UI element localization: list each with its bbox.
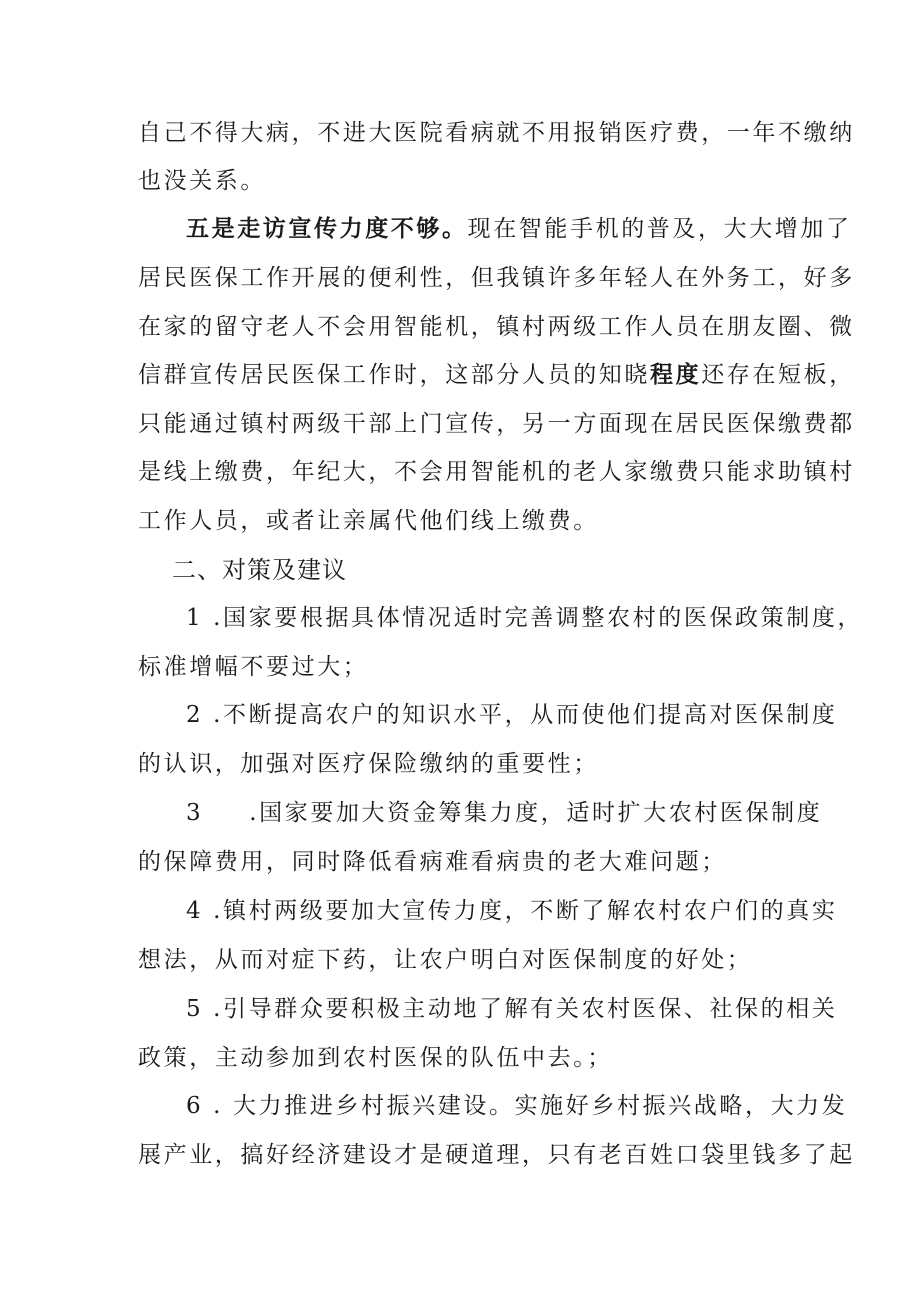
list-item-line: 4 .镇村两级要加大宣传力度，不断了解农村农户们的真实 — [186, 898, 838, 924]
list-item-text: .国家要加大资金筹集力度，适时扩大农村医保制度 — [249, 800, 823, 826]
paragraph-text: 现在智能手机的普及，大大增加了 — [467, 216, 852, 242]
list-item-number: 3 — [186, 800, 204, 826]
paragraph-line: 也没关系。 — [138, 168, 266, 194]
paragraph-text: 信群宣传居民医保工作时，这部分人员的知晓 — [138, 362, 650, 388]
list-item-line: 的保障费用，同时降低看病难看病贵的老大难问题； — [138, 849, 727, 875]
list-item-line: 5 .引导群众要积极主动地了解有关农村医保、社保的相关 — [186, 996, 838, 1022]
paragraph-line: 居民医保工作开展的便利性，但我镇许多年轻人在外务工，好多 — [138, 265, 855, 291]
paragraph-line: 是线上缴费，年纪大，不会用智能机的老人家缴费只能求助镇村 — [138, 459, 855, 485]
bold-lead-text: 五是走访宣传力度不够。 — [186, 215, 468, 242]
list-item-line: 的认识，加强对医疗保险缴纳的重要性； — [138, 751, 599, 777]
paragraph-line: 工作人员，或者让亲属代他们线上缴费。 — [138, 508, 599, 534]
paragraph-line: 自己不得大病，不进大医院看病就不用报销医疗费，一年不缴纳 — [138, 120, 855, 146]
paragraph-line — [138, 360, 855, 390]
list-item-line: 展产业，搞好经济建设才是硬道理，只有老百姓口袋里钱多了起 — [138, 1142, 855, 1168]
paragraph-line — [186, 214, 852, 244]
list-item-line — [186, 798, 822, 828]
list-item-line: 6 . 大力推进乡村振兴建设。实施好乡村振兴战略，大力发 — [186, 1093, 848, 1119]
section-heading: 二、对策及建议 — [172, 556, 347, 584]
list-item-line: 政策，主动参加到农村医保的队伍中去。； — [138, 1045, 613, 1071]
list-item-line: 想法，从而对症下药，让农户明白对医保制度的好处； — [138, 947, 753, 973]
list-item-line: 1 .国家要根据具体情况适时完善调整农村的医保政策制度， — [186, 605, 864, 631]
bold-text: 程度 — [650, 361, 702, 388]
paragraph-line: 在家的留守老人不会用智能机，镇村两级工作人员在朋友圈、微 — [138, 314, 855, 340]
list-item-line: 2 .不断提高农户的知识水平，从而使他们提高对医保制度 — [186, 702, 838, 728]
list-item-line: 标准增幅不要过大； — [138, 654, 369, 680]
paragraph-text: 还存在短板， — [701, 362, 855, 388]
paragraph-line: 只能通过镇村两级干部上门宣传，另一方面现在居民医保缴费都 — [138, 411, 855, 437]
